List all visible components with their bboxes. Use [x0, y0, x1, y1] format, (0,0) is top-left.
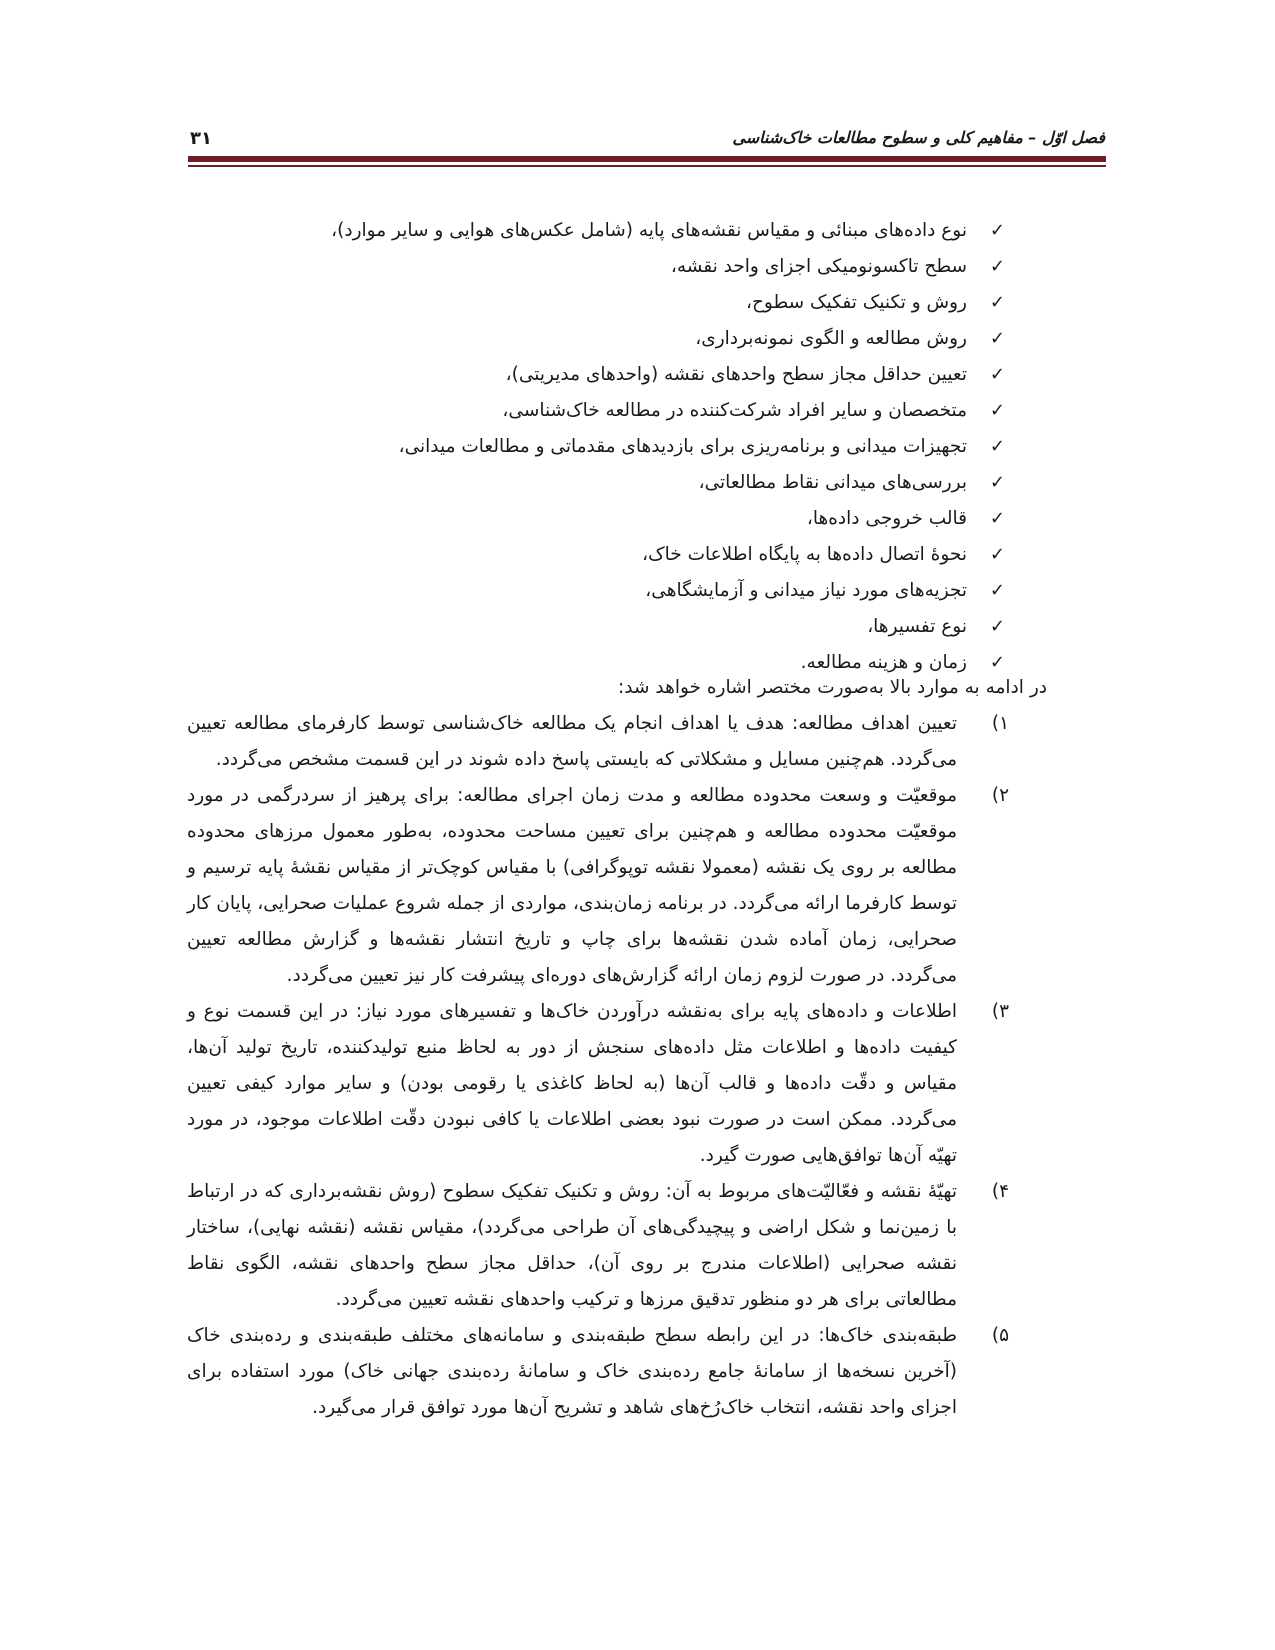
item-text: تعیین اهداف مطالعه: هدف یا اهداف انجام یک مطالعه خاک‌شناسی توسط کارفرمای مطالعه تعیین می‌گردد. هم‌چنین مسایل و مشکلاتی که بایستی پاسخ داده شوند در این قسمت مشخص می‌گردد. — [187, 713, 957, 770]
header-rule-thin — [188, 165, 1106, 167]
checklist-item — [205, 536, 1005, 572]
checklist-item-text: تجزیه‌های مورد نیاز میدانی و آزمایشگاهی، — [645, 579, 967, 601]
checklist-item-text: نوع تفسیرها، — [867, 615, 967, 637]
intro-sentence: در ادامه به موارد بالا به‌صورت مختصر اشاره خواهد شد: — [618, 677, 1047, 698]
numbered-item — [187, 778, 1009, 994]
checkmark-icon: ✓ — [989, 255, 1005, 277]
item-number: ۳) — [991, 1001, 1009, 1022]
checklist-item-text: زمان و هزینه مطالعه. — [800, 651, 967, 673]
item-text: موقعیّت و وسعت محدوده مطالعه و مدت زمان اجرای مطالعه: برای پرهیز از سردرگمی در مورد موقعیّت محدوده مطالعه و هم‌چنین برای تعیین مساحت محدوده، به‌طور معمول مرزهای محدوده مطالعه بر روی یک نقشه (معمولا نقشه توپوگرافی) با مقیاس کوچک‌تر از مقیاس نقشهٔ پایه ترسیم و توسط کارفرما ارائه می‌گردد. در برنامه زمان‌بندی، مواردی از جمله شروع عملیات صحرایی، پایان کار صحرایی، زمان آماده شدن نقشه‌ها برای چاپ و تاریخ انتشار نقشه‌ها و گزارش مطالعه تعیین می‌گردد. در صورت لزوم زمان ارائه گزارش‌های دوره‌ای پیشرفت کار نیز تعیین می‌گردد. — [187, 785, 957, 986]
item-number: ۴) — [991, 1181, 1009, 1202]
page-number: ۳۱ — [190, 128, 212, 149]
item-number: ۱) — [991, 713, 1009, 734]
checklist-item-text: روش مطالعه و الگوی نمونه‌برداری، — [695, 327, 967, 349]
checkmark-icon: ✓ — [989, 471, 1005, 493]
checkmark-icon: ✓ — [989, 579, 1005, 601]
checklist-item-text: نحوهٔ اتصال داده‌ها به پایگاه اطلاعات خاک، — [642, 543, 967, 565]
page-header — [190, 124, 1105, 154]
item-number: ۵) — [991, 1325, 1009, 1346]
checklist-item-text: تجهیزات میدانی و برنامه‌ریزی برای بازدیدهای مقدماتی و مطالعات میدانی، — [398, 435, 967, 457]
checklist-item-text: روش و تکنیک تفکیک سطوح، — [745, 291, 967, 313]
checkmark-icon: ✓ — [989, 219, 1005, 241]
checkmark-icon: ✓ — [989, 651, 1005, 673]
checklist-item — [205, 284, 1005, 320]
checklist-item — [205, 428, 1005, 464]
chapter-title: فصل اوّل – مفاهیم کلی و سطوح مطالعات خاک‌شناسی — [732, 128, 1105, 147]
header-rule-thick — [188, 156, 1106, 162]
checkmark-icon: ✓ — [989, 615, 1005, 637]
item-text: تهیّهٔ نقشه و فعّالیّت‌های مربوط به آن: روش و تکنیک تفکیک سطوح (روش نقشه‌برداری که در ارتباط با زمین‌نما و شکل اراضی و پیچیدگی‌های آن طراحی می‌گردد)، مقیاس نقشه (نقشه نهایی)، ساختار نقشه صحرایی (اطلاعات مندرج بر روی آن)، حداقل مجاز سطح واحدهای نقشه، الگوی نقاط مطالعاتی برای هر دو منظور تدقیق مرزها و ترکیب واحدهای نقشه تعیین می‌گردد. — [187, 1181, 957, 1310]
item-text: اطلاعات و داده‌های پایه برای به‌نقشه درآوردن خاک‌ها و تفسیرهای مورد نیاز: در این قسمت نوع و کیفیت داده‌ها و اطلاعات مثل داده‌های سنجش از دور به لحاظ منبع تولیدکننده، تاریخ تولید آن‌ها، مقیاس و دقّت داده‌ها و قالب آن‌ها (به لحاظ کاغذی یا رقومی بودن) و سایر موارد کیفی تعیین می‌گردد. ممکن است در صورت نبود بعضی اطلاعات یا کافی نبودن دقّت اطلاعات موجود، در مورد تهیّه آن‌ها توافق‌هایی صورت گیرد. — [187, 1001, 957, 1166]
checklist-item-text: قالب خروجی داده‌ها، — [806, 507, 967, 529]
checkmark-icon: ✓ — [989, 399, 1005, 421]
numbered-list — [187, 706, 1009, 1426]
checklist-item — [205, 248, 1005, 284]
checkmark-icon: ✓ — [989, 291, 1005, 313]
checklist-item-text: بررسی‌های میدانی نقاط مطالعاتی، — [698, 471, 967, 493]
checklist-item — [205, 392, 1005, 428]
checklist-item — [205, 572, 1005, 608]
item-text: طبقه‌بندی خاک‌ها: در این رابطه سطح طبقه‌بندی و سامانه‌های مختلف طبقه‌بندی و رده‌بندی خاک (آخرین نسخه‌ها از سامانهٔ جامع رده‌بندی خاک و سامانهٔ رده‌بندی جهانی خاک) مورد استفاده برای اجزای واحد نقشه، انتخاب خاک‌رُخ‌های شاهد و تشریح آن‌ها مورد توافق قرار می‌گیرد. — [187, 1325, 957, 1418]
numbered-item — [187, 1318, 1009, 1426]
checklist-item — [205, 464, 1005, 500]
checklist-item — [205, 356, 1005, 392]
numbered-item — [187, 706, 1009, 778]
checklist-item — [205, 608, 1005, 644]
checklist-item-text: متخصصان و سایر افراد شرکت‌کننده در مطالعه خاک‌شناسی، — [502, 399, 967, 421]
numbered-item — [187, 994, 1009, 1174]
numbered-item — [187, 1174, 1009, 1318]
checklist-item — [205, 212, 1005, 248]
item-number: ۲) — [991, 785, 1009, 806]
checklist-item-text: نوع داده‌های مبنائی و مقیاس نقشه‌های پایه (شامل عکس‌های هوایی و سایر موارد)، — [331, 219, 967, 241]
checkmark-icon: ✓ — [989, 327, 1005, 349]
checklist-item-text: سطح تاکسونومیکی اجزای واحد نقشه، — [670, 255, 967, 277]
checklist — [205, 212, 1005, 680]
checkmark-icon: ✓ — [989, 543, 1005, 565]
checkmark-icon: ✓ — [989, 507, 1005, 529]
checkmark-icon: ✓ — [989, 435, 1005, 457]
checklist-item-text: تعیین حداقل مجاز سطح واحدهای نقشه (واحدهای مدیریتی)، — [505, 363, 967, 385]
checklist-item — [205, 500, 1005, 536]
checklist-item — [205, 320, 1005, 356]
checkmark-icon: ✓ — [989, 363, 1005, 385]
